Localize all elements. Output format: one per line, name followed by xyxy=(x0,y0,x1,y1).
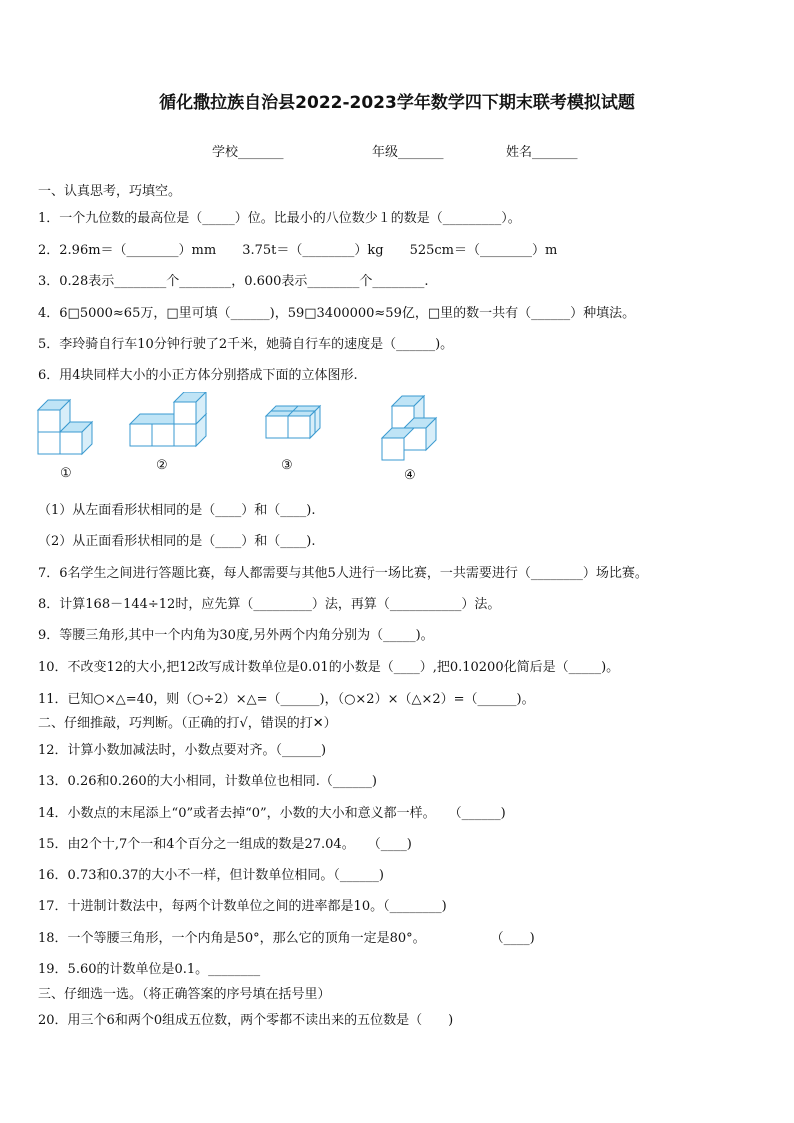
cube-figure-3 xyxy=(264,392,334,462)
question-6-2: （2）从正面看形状相同的是（____）和（____). xyxy=(38,534,316,549)
question-14: 14．小数点的末尾添上“0”或者去掉“0”，小数的大小和意义都一样。 （______) xyxy=(38,806,506,821)
cube-figure-1 xyxy=(36,392,100,462)
question-11: 11．已知○×△=40，则（○÷2）×△=（______)，（○×2）×（△×2）=（______)。 xyxy=(38,692,535,707)
section-heading-1: 一、认真思考，巧填空。 xyxy=(38,184,182,199)
name-field: 姓名_______ xyxy=(506,145,578,160)
section-heading-2: 二、仔细推敲，巧判断。（正确的打√，错误的打✕） xyxy=(38,716,337,731)
figure-label-2: ② xyxy=(156,458,168,473)
question-9: 9．等腰三角形,其中一个内角为30度,另外两个内角分别为（_____)。 xyxy=(38,628,434,643)
question-19: 19．5.60的计数单位是0.1。________ xyxy=(38,962,261,977)
question-12: 12．计算小数加减法时，小数点要对齐。（______) xyxy=(38,743,327,758)
question-8: 8．计算168－144÷12时，应先算（_________）法，再算（___________）法。 xyxy=(38,597,501,612)
question-5: 5．李玲骑自行车10分钟行驶了2千米，她骑自行车的速度是（______)。 xyxy=(38,337,454,352)
cube-figure-4 xyxy=(380,392,450,468)
question-6: 6．用4块同样大小的小正方体分别搭成下面的立体图形. xyxy=(38,368,358,383)
question-13: 13．0.26和0.260的大小相同，计数单位也相同.（______) xyxy=(38,774,377,789)
question-6-1: （1）从左面看形状相同的是（____）和（____). xyxy=(38,503,316,518)
question-16: 16．0.73和0.37的大小不一样，但计数单位相同。（______) xyxy=(38,868,385,883)
question-4: 4．6□5000≈65万，□里可填（______)，59□3400000≈59亿，□里的数一共有（______）种填法。 xyxy=(38,306,636,321)
grade-field: 年级_______ xyxy=(372,145,444,160)
figure-label-1: ① xyxy=(60,466,72,481)
cube-figure-2 xyxy=(128,392,218,462)
figure-label-4: ④ xyxy=(404,468,416,483)
question-2: 2．2.96m＝（________）mm 3.75t＝（________）kg 525cm＝（________）m xyxy=(38,243,558,258)
page-title: 循化撒拉族自治县2022-2023学年数学四下期末联考模拟试题 xyxy=(159,93,635,113)
question-18: 18．一个等腰三角形，一个内角是50°，那么它的顶角一定是80°。 （____) xyxy=(38,931,535,946)
question-20: 20．用三个6和两个0组成五位数，两个零都不读出来的五位数是（ ) xyxy=(38,1013,454,1028)
question-1: 1．一个九位数的最高位是（_____）位。比最小的八位数少１的数是（_________）。 xyxy=(38,211,521,226)
question-7: 7．6名学生之间进行答题比赛，每人都需要与其他5人进行一场比赛，一共需要进行（________）场比赛。 xyxy=(38,566,648,581)
question-10: 10．不改变12的大小,把12改写成计数单位是0.01的小数是（____）,把0.10200化简后是（_____)。 xyxy=(38,660,620,675)
question-3: 3．0.28表示________个________，0.600表示________个________. xyxy=(38,274,429,289)
section-heading-3: 三、仔细选一选。（将正确答案的序号填在括号里） xyxy=(38,987,331,1002)
question-17: 17．十进制计数法中，每两个计数单位之间的进率都是10。（________) xyxy=(38,899,447,914)
figure-label-3: ③ xyxy=(281,458,293,473)
school-field: 学校_______ xyxy=(212,145,284,160)
question-15: 15．由2个十,7个一和4个百分之一组成的数是27.04。 （____) xyxy=(38,837,412,852)
